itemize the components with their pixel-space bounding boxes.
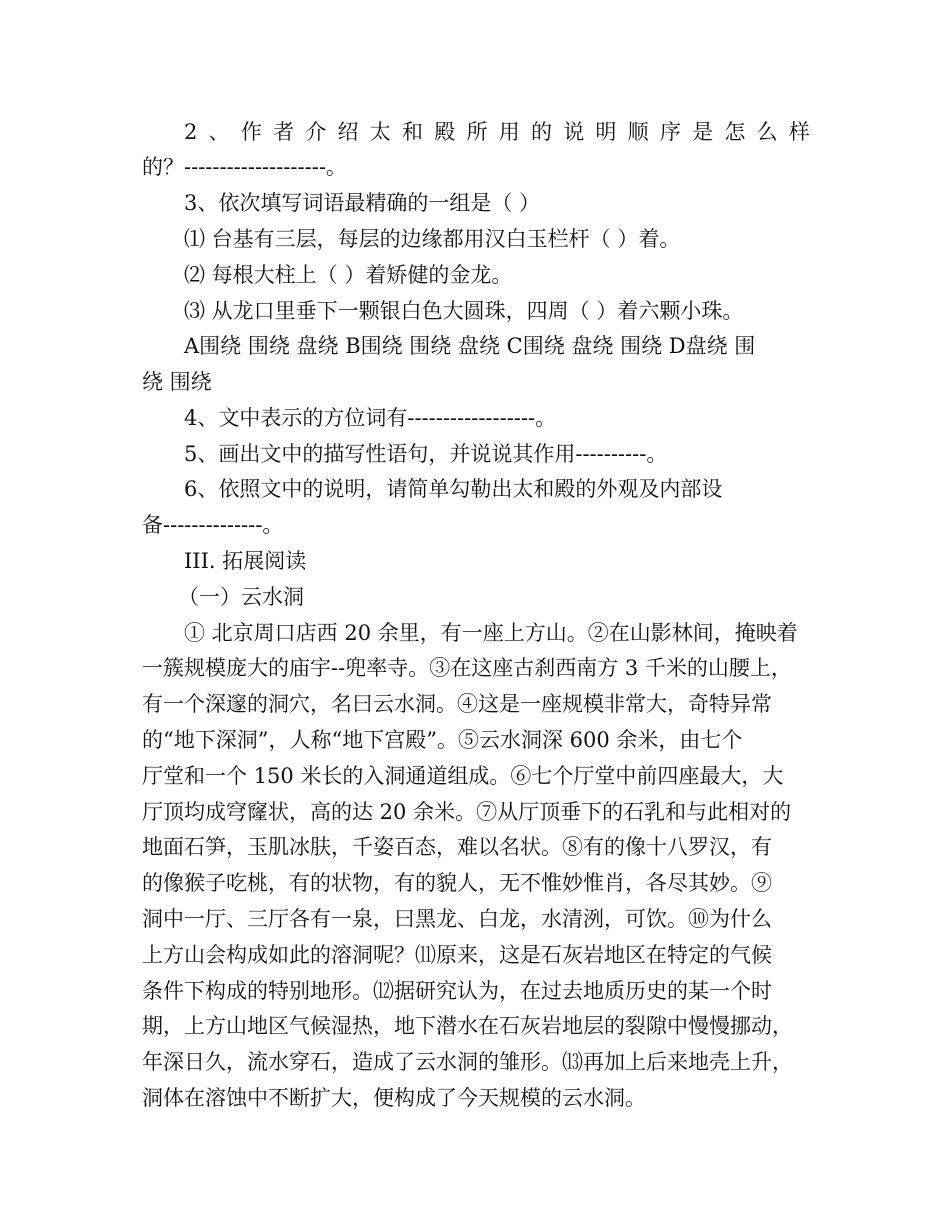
passage-line: ① 北京周口店西 20 余里，有一座上方山。②在山影林间，掩映着 <box>184 621 798 645</box>
question-2-line-1 <box>184 117 810 147</box>
question-2-char: 作 <box>240 120 262 144</box>
question-4: 4、文中表示的方位词有------------------。 <box>184 406 557 430</box>
question-2-char: 、 <box>208 120 230 144</box>
passage-line: 的“地下深洞”，人称“地下宫殿”。⑤云水洞深 600 余米，由七个 <box>142 728 743 752</box>
passage-line: 厅顶均成穹窿状，高的达 20 余米。⑦从厅顶垂下的石乳和与此相对的 <box>142 800 792 824</box>
passage-line: 的像猴子吃桃，有的状物，有的貌人，无不惟妙惟肖，各尽其妙。⑨ <box>142 871 772 895</box>
question-3-options-line-2: 绕 围绕 <box>142 370 212 394</box>
question-3-item-3: ⑶ 从龙口里垂下一颗银白色大圆珠，四周（ ）着六颗小珠。 <box>184 299 744 323</box>
question-3-item-1: ⑴ 台基有三层，每层的边缘都用汉白玉栏杆（ ）着。 <box>184 227 681 251</box>
question-5: 5、画出文中的描写性语句，并说说其作用----------。 <box>184 442 668 466</box>
question-2-char: 是 <box>692 120 714 144</box>
question-2-char: 太 <box>369 120 391 144</box>
passage-line: 洞中一厅、三厅各有一泉，曰黑龙、白龙，水清洌，可饮。⑩为什么 <box>142 907 772 931</box>
question-2-line-2: 的？--------------------。 <box>142 155 347 179</box>
question-2-char: 的 <box>530 120 552 144</box>
question-2-char: 2 <box>184 120 198 144</box>
passage-line: 上方山会构成如此的溶洞呢？⑾原来，这是石灰岩地区在特定的气候 <box>142 943 772 967</box>
question-6-line-2: 备--------------。 <box>142 513 284 537</box>
question-3-item-2: ⑵ 每根大柱上（ ）着矫健的金龙。 <box>184 263 513 287</box>
question-2-char: 介 <box>305 120 327 144</box>
passage-line: 期，上方山地区气候湿热，地下潜水在石灰岩地层的裂隙中慢慢挪动， <box>142 1014 793 1038</box>
passage-line: 一簇规模庞大的庙宇--兜率寺。③在这座古刹西南方 3 千米的山腰上， <box>142 656 792 680</box>
question-3: 3、依次填写词语最精确的一组是（ ） <box>184 191 541 215</box>
question-2-char: 样 <box>788 120 810 144</box>
question-2-char: 者 <box>273 120 295 144</box>
passage-line: 厅堂和一个 150 米长的入洞通道组成。⑥七个厅堂中前四座最大，大 <box>142 764 784 788</box>
question-2-char: 殿 <box>434 120 456 144</box>
question-2-char: 明 <box>595 120 617 144</box>
passage-line: 地面石笋，玉肌冰肤，千姿百态，难以名状。⑧有的像十八罗汉，有 <box>142 835 772 859</box>
passage-line: 洞体在溶蚀中不断扩大，便构成了今天规模的云水洞。 <box>142 1086 646 1110</box>
question-2-char: 和 <box>402 120 424 144</box>
passage-line: 条件下构成的特别地形。⑿据研究认为，在过去地质历史的某一个时 <box>142 979 772 1003</box>
question-2-char: 用 <box>498 120 520 144</box>
section-heading: III. 拓展阅读 <box>184 549 307 573</box>
question-6-line-1: 6、依照文中的说明，请简单勾勒出太和殿的外观及内部设 <box>184 477 723 501</box>
section-subheading: （一）云水洞 <box>178 585 304 609</box>
question-2-char: 么 <box>756 120 778 144</box>
question-3-options-line-1: A围绕 围绕 盘绕 B围绕 围绕 盘绕 C围绕 盘绕 围绕 D盘绕 围 <box>184 334 756 358</box>
question-2-char: 所 <box>466 120 488 144</box>
passage-line: 年深日久，流水穿石，造成了云水洞的雏形。⒀再加上后来地壳上升， <box>142 1050 793 1074</box>
question-2-char: 绍 <box>337 120 359 144</box>
question-2-char: 序 <box>659 120 681 144</box>
question-2-char: 说 <box>563 120 585 144</box>
passage-line: 有一个深邃的洞穴，名曰云水洞。④这是一座规模非常大，奇特异常 <box>142 692 772 716</box>
question-2-char: 顺 <box>627 120 649 144</box>
question-2-char: 怎 <box>724 120 746 144</box>
